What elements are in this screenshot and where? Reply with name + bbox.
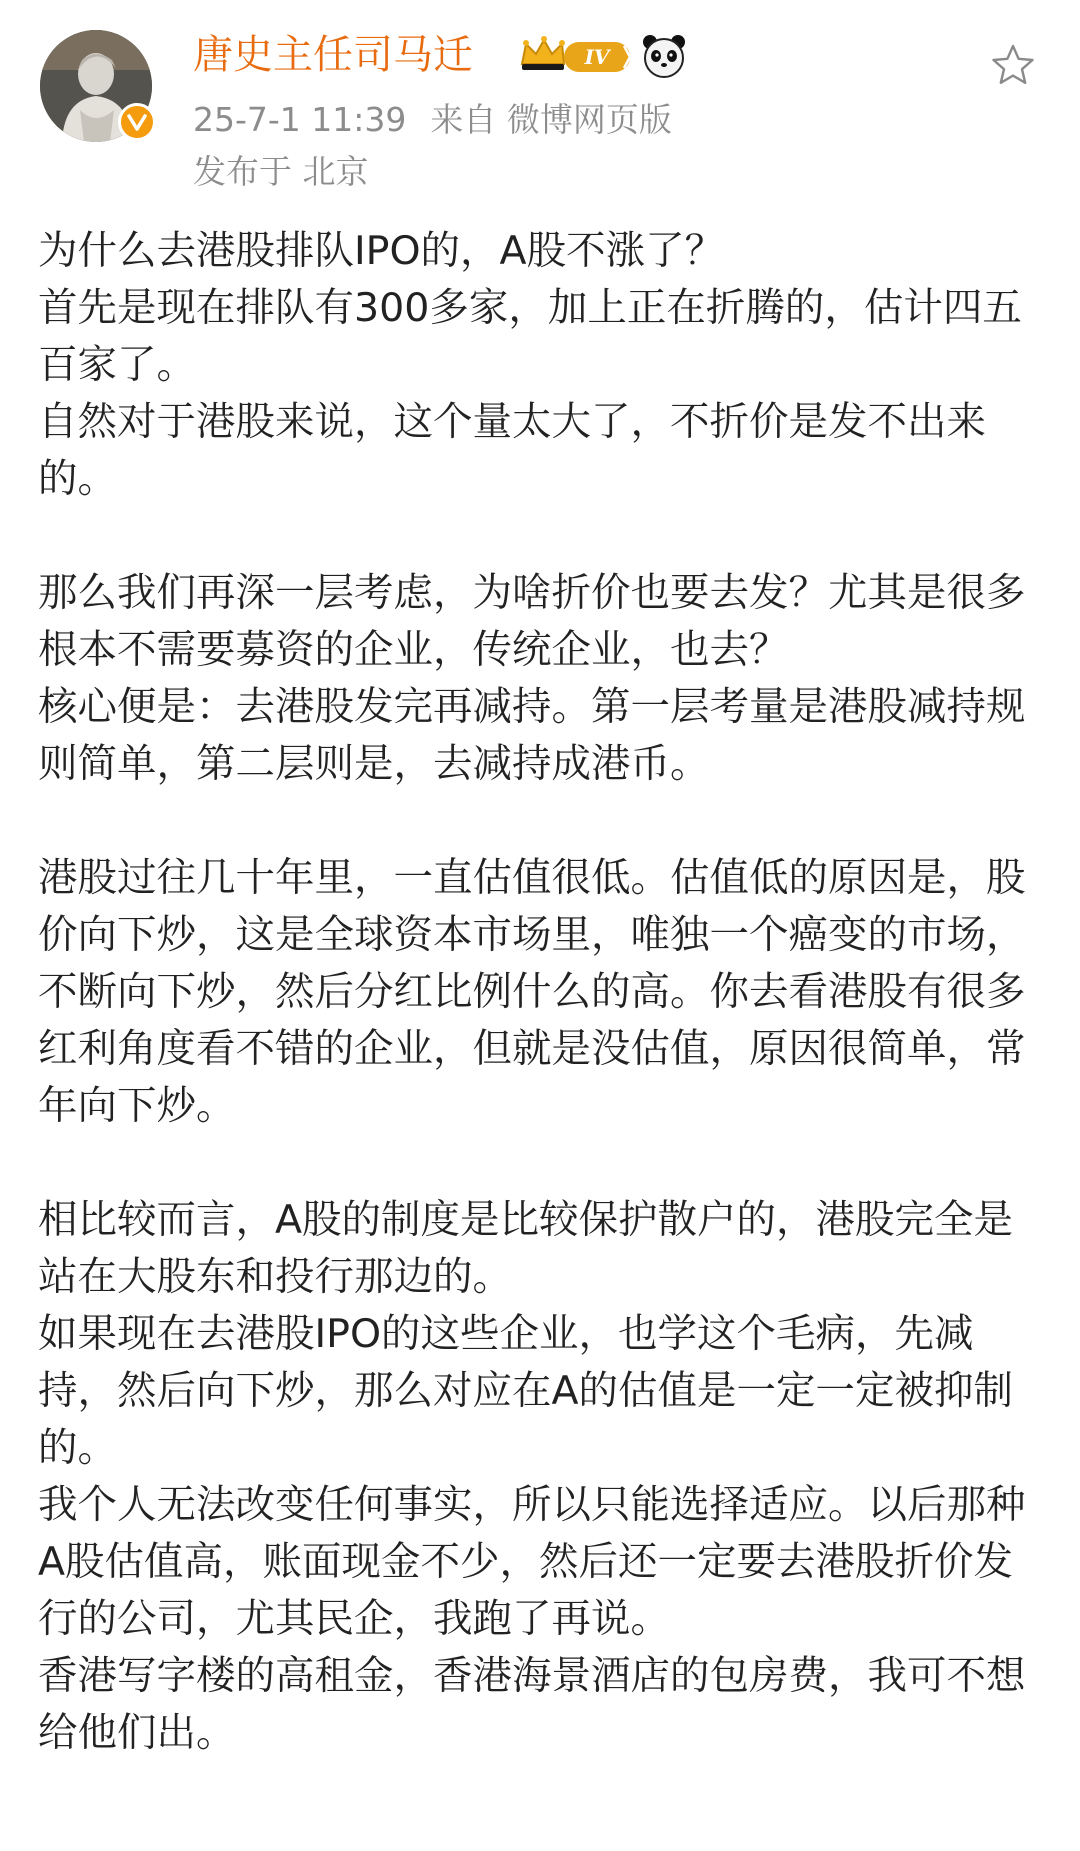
post-paragraph-2: 那么我们再深一层考虑，为啥折价也要去发？尤其是很多根本不需要募资的企业，传统企业，也去？ 核心便是：去港股发完再减持。第一层考量是港股减持规则简单，第二层则是，去减持成港币。 — [38, 570, 1026, 787]
post-paragraph-3: 港股过往几十年里，一直估值很低。估值低的原因是，股价向下炒，这是全球资本市场里，唯独一个癌变的市场，不断向下炒，然后分红比例什么的高。你去看港股有很多红利角度看不错的企业，但就是没估值，原因很简单，常年向下炒。 — [38, 855, 1026, 1129]
post-paragraph-1: 为什么去港股排队IPO的，A股不涨了？ 首先是现在排队有300多家，加上正在折腾的，估计四五百家了。 自然对于港股来说，这个量太大了，不折价是发不出来的。 — [38, 228, 1022, 502]
post-paragraph-4: 相比较而言，A股的制度是比较保护散户的，港股完全是站在大股东和投行那边的。 如果现在去港股IPO的这些企业，也学这个毛病，先减持，然后向下炒，那么对应在A的估值是一定一定被抑制的。 我个人无法改变任何事实，所以只能选择适应。以后那种A股估值高，账面现金不少，然后还一定要去港股折价发行的公司，尤其民企，我跑了再说。 香港写字楼的高租金，香港海景酒店的包房费，我可不想给他们出。 — [38, 1197, 1026, 1756]
post-header — [0, 0, 1080, 200]
paragraph-gap — [38, 793, 1048, 850]
post-timestamp[interactable]: 25-7-1 11:39 — [193, 100, 407, 139]
paragraph-gap — [38, 508, 1048, 565]
vip-level-label: IV — [584, 45, 610, 69]
username[interactable]: 唐史主任司马迁 — [193, 32, 473, 78]
post-location: 发布于 北京 — [193, 152, 369, 191]
crown-vip-icon[interactable] — [518, 34, 634, 82]
post-source: 来自 微博网页版 — [430, 100, 672, 139]
star-outline-icon[interactable] — [990, 42, 1036, 92]
paragraph-gap — [38, 1135, 1048, 1192]
post-meta — [193, 98, 672, 142]
panda-icon — [640, 32, 688, 84]
verified-v-icon — [118, 103, 156, 141]
post-body — [38, 223, 1048, 1762]
